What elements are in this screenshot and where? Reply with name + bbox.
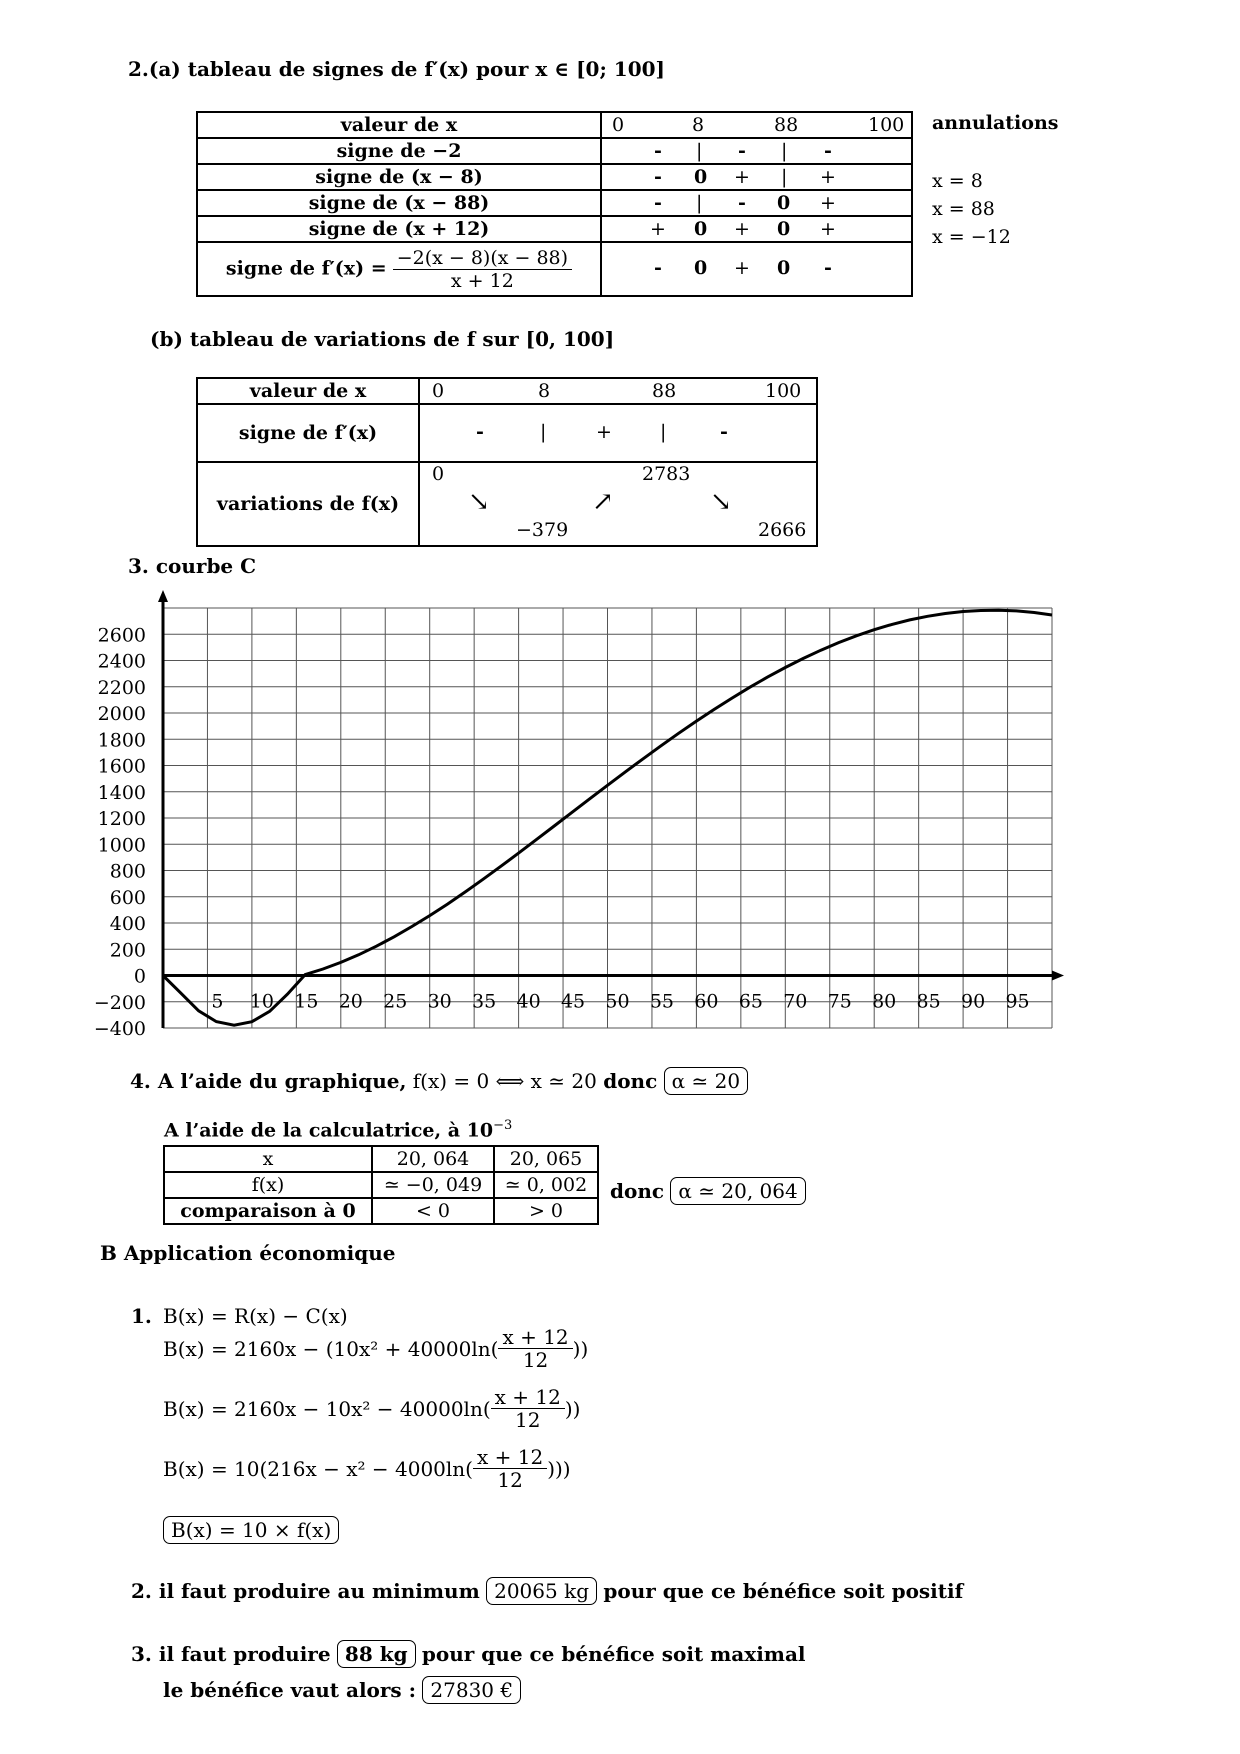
b-q3-line2-box: 27830 € (422, 1676, 521, 1704)
calc-cell: < 0 (372, 1198, 494, 1224)
sign-cell: - (720, 421, 728, 443)
sign-cell: - (824, 140, 832, 162)
sign-cell: - (738, 140, 746, 162)
x-tick-label: 95 (1005, 990, 1030, 1013)
b-eq5-box: B(x) = 10 × f(x) (163, 1516, 339, 1544)
fprime-row (197, 242, 912, 296)
y-tick-label: 1800 (97, 729, 146, 752)
sign-row-label: signe de −2 (197, 138, 601, 164)
sign-cell: 0 (694, 257, 708, 279)
sign-cell: - (654, 140, 662, 162)
calc-cell: comparaison à 0 (164, 1198, 372, 1224)
b-q2-prefix: 2. il faut produire au minimum (131, 1579, 480, 1603)
sign-cell: - (654, 192, 662, 214)
b-eq1: B(x) = R(x) − C(x) (163, 1304, 348, 1328)
sign-table-header-label: valeur de x (197, 112, 601, 138)
sign-cell: - (824, 257, 832, 279)
x-tick-label: 90 (961, 990, 986, 1013)
fprime-numerator: −2(x − 8)(x − 88) (393, 247, 572, 270)
calc-cell: ≃ −0, 049 (372, 1172, 494, 1198)
calc-cell: x (164, 1146, 372, 1172)
calc-cell: f(x) (164, 1172, 372, 1198)
b-q1-label: 1. (131, 1304, 152, 1328)
b-q2 (131, 1577, 963, 1605)
sign-cell: + (650, 218, 666, 240)
y-tick-label: 2400 (97, 650, 146, 673)
x-tick-label: 20 (338, 990, 363, 1013)
fraction-denominator: 12 (497, 1468, 523, 1492)
sign-row-label: signe de (x + 12) (197, 216, 601, 242)
sign-cell: | (781, 166, 788, 188)
fraction-numerator: x + 12 (473, 1446, 547, 1469)
sign-row (197, 164, 912, 190)
y-tick-label: 1000 (97, 834, 146, 857)
section-2b-heading: (b) tableau de variations de f sur [0, 100] (150, 327, 615, 351)
section-4-math: f(x) = 0 ⟺ x ≃ 20 (412, 1069, 597, 1093)
x-tick-label: 30 (427, 990, 452, 1013)
fprime-label-cell (197, 242, 601, 296)
b-eq4-prefix: B(x) = 10(216x − x² − 4000ln( (163, 1456, 473, 1481)
x-value: 8 (692, 114, 705, 136)
sign-cell: | (540, 421, 547, 443)
annulation-value: x = −12 (932, 226, 1011, 248)
b-q3 (131, 1640, 806, 1668)
y-tick-label: −200 (93, 991, 146, 1014)
calc-cell: ≃ 0, 002 (494, 1172, 598, 1198)
x-tick-label: 35 (472, 990, 497, 1013)
fraction-denominator: 12 (522, 1348, 549, 1372)
fraction-denominator: 12 (515, 1408, 541, 1432)
x-tick-label: 5 (211, 990, 224, 1013)
section-b-heading: B Application économique (100, 1241, 396, 1265)
sign-row-label: signe de (x − 88) (197, 190, 601, 216)
b-eq5 (163, 1516, 339, 1544)
alpha-approx-box: α ≃ 20 (664, 1067, 748, 1095)
fraction-numerator: x + 12 (498, 1326, 572, 1349)
sign-row (197, 216, 912, 242)
x-tick-label: 65 (738, 990, 763, 1013)
x-tick-label: 50 (605, 990, 630, 1013)
b-eq4-suffix: ))) (547, 1456, 571, 1481)
var-bottom-value: 2666 (758, 519, 807, 541)
annulation-value: x = 88 (932, 198, 995, 220)
sign-cell: 0 (694, 218, 708, 240)
sign-cell: + (820, 166, 836, 188)
calc-heading-text: A l’aide de la calculatrice, à 10 (164, 1119, 494, 1142)
calc-table-wrapper (163, 1145, 599, 1225)
chart-axes (158, 590, 1064, 1028)
y-tick-label: 1200 (97, 808, 146, 830)
arrow-up-icon: ↗ (592, 487, 614, 517)
sign-cell: - (654, 257, 662, 279)
calc-table (163, 1145, 599, 1225)
b-eq3-prefix: B(x) = 2160x − 10x² − 40000ln( (163, 1396, 491, 1421)
section-2a-heading: 2.(a) tableau de signes de f′(x) pour x ∈ [0; 100] (128, 57, 666, 81)
sign-cell: + (734, 166, 750, 188)
x-axis-arrow-icon (1052, 971, 1064, 981)
y-tick-label: −400 (93, 1018, 146, 1040)
x-tick-label: 75 (827, 990, 852, 1013)
x-value: 8 (538, 380, 551, 402)
sign-row-label: signe de (x − 8) (197, 164, 601, 190)
b-eq2 (163, 1326, 588, 1371)
sign-cell: + (734, 257, 750, 279)
variation-table-wrapper (196, 377, 818, 547)
x-tick-label: 40 (516, 990, 541, 1013)
x-tick-label: 45 (560, 990, 586, 1013)
sign-cell: | (781, 140, 788, 162)
y-tick-label: 600 (109, 886, 146, 909)
y-axis-arrow-icon (158, 590, 168, 602)
sign-row (197, 138, 912, 164)
sign-cell: 0 (777, 192, 791, 214)
b-eq3-suffix: )) (564, 1396, 581, 1421)
sign-row (197, 190, 912, 216)
y-tick-label: 200 (109, 939, 146, 962)
b-eq3 (163, 1386, 580, 1431)
b-eq3-fraction (491, 1386, 565, 1431)
sign-cell: | (696, 140, 703, 162)
calc-heading (164, 1118, 512, 1141)
sign-cell: | (660, 421, 667, 443)
sign-cell: | (696, 192, 703, 214)
sign-cell: + (820, 192, 836, 214)
y-tick-label: 2600 (97, 624, 146, 647)
sign-table (196, 111, 913, 297)
x-value: 0 (612, 114, 625, 136)
b-eq2-suffix: )) (572, 1336, 589, 1361)
chart-grid (163, 608, 1052, 1028)
sign-cell: - (476, 421, 484, 443)
x-tick-label: 25 (383, 990, 408, 1013)
b-q2-suffix: pour que ce bénéfice soit positif (603, 1579, 964, 1603)
section-4-donc: donc (603, 1069, 658, 1093)
var-header-label: valeur de x (197, 378, 419, 404)
b-eq2-prefix: B(x) = 2160x − (10x² + 40000ln( (163, 1336, 499, 1361)
calc-cell: 20, 064 (372, 1146, 494, 1172)
x-tick-label: 15 (294, 990, 319, 1013)
calc-cell: 20, 065 (494, 1146, 598, 1172)
fprime-denominator: x + 12 (450, 269, 514, 292)
b-q3-prefix: 3. il faut produire (131, 1642, 331, 1666)
section-4-prefix: 4. A l’aide du graphique, (130, 1069, 407, 1093)
b-q3-line2-prefix: le bénéfice vaut alors : (163, 1678, 417, 1702)
sign-cell: - (654, 166, 662, 188)
calc-conclusion (610, 1177, 806, 1205)
curve-chart (0, 570, 1240, 1060)
sign-table-x-values (601, 112, 912, 138)
b-eq2-fraction (498, 1326, 572, 1371)
y-tick-label: 800 (109, 860, 146, 883)
b-q3-suffix: pour que ce bénéfice soit maximal (421, 1642, 806, 1666)
x-value: 0 (432, 380, 445, 402)
b-eq4-fraction (473, 1446, 547, 1491)
annulations-label: annulations (932, 112, 1059, 134)
fraction-numerator: x + 12 (491, 1386, 565, 1409)
sign-cell: 0 (777, 257, 791, 279)
sign-table-wrapper (196, 111, 913, 297)
x-tick-label: 55 (649, 990, 675, 1013)
sign-cell: + (820, 218, 836, 240)
x-value: 88 (652, 380, 677, 402)
fprime-fraction (393, 247, 572, 292)
fprime-label: signe de f′(x) = (225, 257, 387, 279)
variation-table (196, 377, 818, 547)
x-tick-label: 10 (249, 990, 274, 1013)
y-tick-label: 2000 (97, 703, 146, 725)
sign-cell: + (596, 421, 612, 443)
var-top-value: 2783 (642, 463, 691, 485)
y-tick-label: 1600 (97, 755, 146, 778)
x-value: 100 (868, 114, 905, 136)
x-tick-label: 60 (694, 990, 719, 1013)
section-4-line (130, 1067, 748, 1095)
x-tick-label: 70 (783, 990, 808, 1013)
calc-cell: > 0 (494, 1198, 598, 1224)
b-q2-box: 20065 kg (486, 1577, 597, 1605)
b-eq4 (163, 1446, 571, 1491)
y-tick-label: 400 (109, 913, 146, 935)
alpha-precise-box: α ≃ 20, 064 (670, 1177, 805, 1205)
x-tick-label: 85 (916, 990, 941, 1013)
y-tick-label: 0 (133, 965, 146, 988)
var-row-label: variations de f(x) (197, 462, 419, 546)
var-top-value: 0 (432, 463, 445, 485)
sign-cell: - (738, 192, 746, 214)
y-tick-label: 1400 (97, 781, 146, 804)
x-value: 88 (774, 114, 799, 136)
y-tick-label: 2200 (97, 676, 146, 699)
annulation-value: x = 8 (932, 170, 983, 192)
x-value: 100 (765, 380, 802, 402)
b-q3-box: 88 kg (337, 1640, 416, 1668)
calc-heading-exp: −3 (493, 1118, 513, 1133)
var-sign-label: signe de f′(x) (197, 404, 419, 462)
sign-cell: 0 (694, 166, 708, 188)
b-q3-line2 (163, 1676, 521, 1704)
section-3-heading: 3. courbe C (128, 554, 257, 578)
sign-cell: + (734, 218, 750, 240)
calc-donc: donc (610, 1179, 665, 1203)
x-tick-label: 80 (872, 990, 897, 1013)
sign-cell: 0 (777, 218, 791, 240)
arrow-down-icon: ↘ (468, 487, 490, 517)
arrow-down-icon: ↘ (710, 487, 732, 517)
var-bottom-value: −379 (516, 519, 569, 541)
